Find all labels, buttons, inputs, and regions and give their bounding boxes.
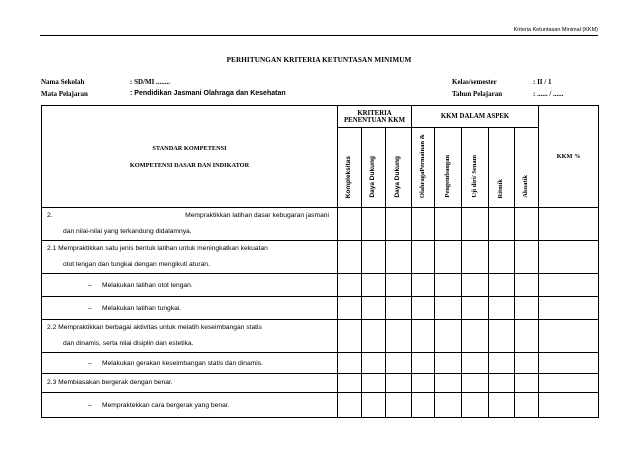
score-cell[interactable] xyxy=(386,297,412,320)
indicator-text: Mempraktekkan cara bergerak yang benar. xyxy=(102,401,230,409)
indicator-text: Melakukan latihan otot lengan. xyxy=(102,281,193,289)
academic-year-label: Tahun Pelajaran xyxy=(452,90,503,98)
score-cell[interactable] xyxy=(412,393,435,418)
basic-competency-cell xyxy=(42,374,338,393)
criteria-header xyxy=(338,106,412,128)
aspect-column-aquatic xyxy=(515,128,539,208)
score-cell[interactable] xyxy=(338,297,362,320)
kd-text: 2.1 Mempraktikkan satu jenis bentuk latihan untuk meningkatkan kekuatan xyxy=(47,245,268,252)
score-cell[interactable] xyxy=(462,393,489,418)
header-rule xyxy=(40,35,598,36)
dash-marker: – xyxy=(88,304,92,312)
score-cell[interactable] xyxy=(462,353,489,374)
score-cell[interactable] xyxy=(412,241,435,274)
indicator-cell xyxy=(42,393,338,418)
basic-competency-cell xyxy=(42,241,338,274)
aquatic-label: Akuatik xyxy=(522,175,530,198)
kkm-percent-cell[interactable] xyxy=(539,274,599,297)
score-cell[interactable] xyxy=(362,374,386,393)
kkm-percent-cell[interactable] xyxy=(539,320,599,353)
score-cell[interactable] xyxy=(362,241,386,274)
indicator-cell xyxy=(42,297,338,320)
indicator-text: Melakukan latihan tungkai. xyxy=(102,304,182,312)
score-cell[interactable] xyxy=(515,297,539,320)
score-cell[interactable] xyxy=(435,208,462,241)
score-cell[interactable] xyxy=(435,393,462,418)
score-cell[interactable] xyxy=(362,320,386,353)
score-cell[interactable] xyxy=(362,297,386,320)
score-cell[interactable] xyxy=(412,320,435,353)
score-cell[interactable] xyxy=(435,353,462,374)
score-cell[interactable] xyxy=(386,320,412,353)
score-cell[interactable] xyxy=(489,241,515,274)
kkm-percent-cell[interactable] xyxy=(539,353,599,374)
kkm-percent-cell[interactable] xyxy=(539,241,599,274)
basic-competency-cell xyxy=(42,320,338,353)
score-cell[interactable] xyxy=(515,241,539,274)
score-cell[interactable] xyxy=(412,353,435,374)
criteria-header-line1: KRITERIA xyxy=(357,109,392,117)
score-cell[interactable] xyxy=(412,374,435,393)
dash-marker: – xyxy=(88,281,92,289)
sk-number: 2. xyxy=(47,212,53,219)
kkm-percent-cell[interactable] xyxy=(539,374,599,393)
kkm-percent-cell[interactable] xyxy=(539,208,599,241)
sk-text: Mempraktikkan latihan dasar kebugaran jasmani xyxy=(185,212,329,219)
standard-competency-header xyxy=(42,106,338,208)
standard-competency-label: STANDAR KOMPETENSI xyxy=(152,144,227,152)
class-semester-label: Kelas/semester xyxy=(452,78,497,86)
score-cell[interactable] xyxy=(338,320,362,353)
score-cell[interactable] xyxy=(489,274,515,297)
games-label: OlahragaPermainan & xyxy=(418,133,426,198)
score-cell[interactable] xyxy=(515,393,539,418)
score-cell[interactable] xyxy=(489,374,515,393)
score-cell[interactable] xyxy=(338,208,362,241)
score-cell[interactable] xyxy=(489,320,515,353)
score-cell[interactable] xyxy=(338,393,362,418)
kd-text: 2.2 Mempraktikkan berbagai aktivitas untuk melatih keseimbangan statis xyxy=(47,324,262,331)
score-cell[interactable] xyxy=(362,274,386,297)
aspect-header: KKM DALAM ASPEK xyxy=(412,106,539,128)
score-cell[interactable] xyxy=(462,374,489,393)
score-cell[interactable] xyxy=(515,274,539,297)
table-row xyxy=(42,241,599,274)
class-semester-value: : II / 1 xyxy=(533,78,552,86)
score-cell[interactable] xyxy=(412,208,435,241)
criteria-column-complexity xyxy=(338,128,362,208)
kd-text-continued: otot lengan dan tungkai dengan mengikuti aturan. xyxy=(63,261,210,268)
score-cell[interactable] xyxy=(338,274,362,297)
score-cell[interactable] xyxy=(386,393,412,418)
school-name-value: : SD/MI ........ xyxy=(130,78,171,86)
score-cell[interactable] xyxy=(515,320,539,353)
score-cell[interactable] xyxy=(435,241,462,274)
score-cell[interactable] xyxy=(362,393,386,418)
indicator-text: Melakukan gerakan keseimbangan statis dan dinamis. xyxy=(102,359,263,367)
indicator-cell xyxy=(42,353,338,374)
subject-label: Mata Pelajaran xyxy=(41,90,88,98)
support-label: Daya Dukung xyxy=(369,156,377,198)
score-cell[interactable] xyxy=(515,353,539,374)
kkm-percent-header: KKM % xyxy=(539,106,599,208)
aspect-column-gymnastics xyxy=(462,128,489,208)
score-cell[interactable] xyxy=(489,297,515,320)
criteria-column-support-2 xyxy=(386,128,412,208)
standard-competency-cell xyxy=(42,208,338,241)
score-cell[interactable] xyxy=(435,297,462,320)
aspect-column-games xyxy=(412,128,435,208)
score-cell[interactable] xyxy=(515,374,539,393)
complexity-label: Kompleksitas xyxy=(345,155,353,198)
document-header-label: Kriteria Ketuntasan Minimal (KKM) xyxy=(513,27,598,33)
criteria-column-support-1 xyxy=(362,128,386,208)
competency-indicator-label: KOMPETENSI DASAR DAN INDIKATOR xyxy=(129,161,250,169)
gymnastics-label: Uji diri/ Senam xyxy=(470,155,478,198)
kkm-table xyxy=(41,105,599,418)
table-row xyxy=(42,374,599,393)
kkm-percent-cell[interactable] xyxy=(539,393,599,418)
academic-year-value: : ...... / ...... xyxy=(533,90,564,98)
table-row xyxy=(42,393,599,418)
score-cell[interactable] xyxy=(462,241,489,274)
dash-marker: – xyxy=(88,359,92,367)
score-cell[interactable] xyxy=(386,353,412,374)
score-cell[interactable] xyxy=(362,208,386,241)
score-cell[interactable] xyxy=(489,393,515,418)
score-cell[interactable] xyxy=(462,208,489,241)
score-cell[interactable] xyxy=(386,208,412,241)
document-title: PERHITUNGAN KRITERIA KETUNTASAN MINIMUM xyxy=(226,56,412,64)
score-cell[interactable] xyxy=(412,297,435,320)
kkm-percent-cell[interactable] xyxy=(539,297,599,320)
score-cell[interactable] xyxy=(435,274,462,297)
table-row xyxy=(42,274,599,297)
table-row xyxy=(42,320,599,353)
score-cell[interactable] xyxy=(515,208,539,241)
score-cell[interactable] xyxy=(338,241,362,274)
score-cell[interactable] xyxy=(412,274,435,297)
aspect-column-rhythmic xyxy=(489,128,515,208)
table-row xyxy=(42,208,599,241)
score-cell[interactable] xyxy=(362,353,386,374)
school-name-label: Nama Sekolah xyxy=(41,78,85,86)
score-cell[interactable] xyxy=(489,353,515,374)
score-cell[interactable] xyxy=(489,208,515,241)
kd-text: 2.3 Membiasakan bergerak dengan benar. xyxy=(47,379,173,386)
score-cell[interactable] xyxy=(386,241,412,274)
score-cell[interactable] xyxy=(462,297,489,320)
score-cell[interactable] xyxy=(462,320,489,353)
support-label: Daya Dukung xyxy=(394,156,402,198)
score-cell[interactable] xyxy=(462,274,489,297)
table-row xyxy=(42,297,599,320)
sk-text-continued: dan nilai-nilai yang terkandung didalamnya. xyxy=(63,228,192,235)
development-label: Pengembangan xyxy=(443,155,451,198)
score-cell[interactable] xyxy=(386,274,412,297)
indicator-cell xyxy=(42,274,338,297)
score-cell[interactable] xyxy=(386,374,412,393)
kd-text-continued: dan dinamis, serta nilai disiplin dan estetika. xyxy=(63,340,194,347)
score-cell[interactable] xyxy=(435,374,462,393)
table-row xyxy=(42,353,599,374)
score-cell[interactable] xyxy=(338,353,362,374)
rhythmic-label: Ritmik xyxy=(497,178,505,198)
score-cell[interactable] xyxy=(338,374,362,393)
dash-marker: – xyxy=(88,401,92,409)
aspect-column-development xyxy=(435,128,462,208)
subject-value: : Pendidikan Jasmani Olahraga dan Kesehatan xyxy=(130,90,286,97)
criteria-header-line2: PENENTUAN KKM xyxy=(344,116,405,124)
score-cell[interactable] xyxy=(435,320,462,353)
